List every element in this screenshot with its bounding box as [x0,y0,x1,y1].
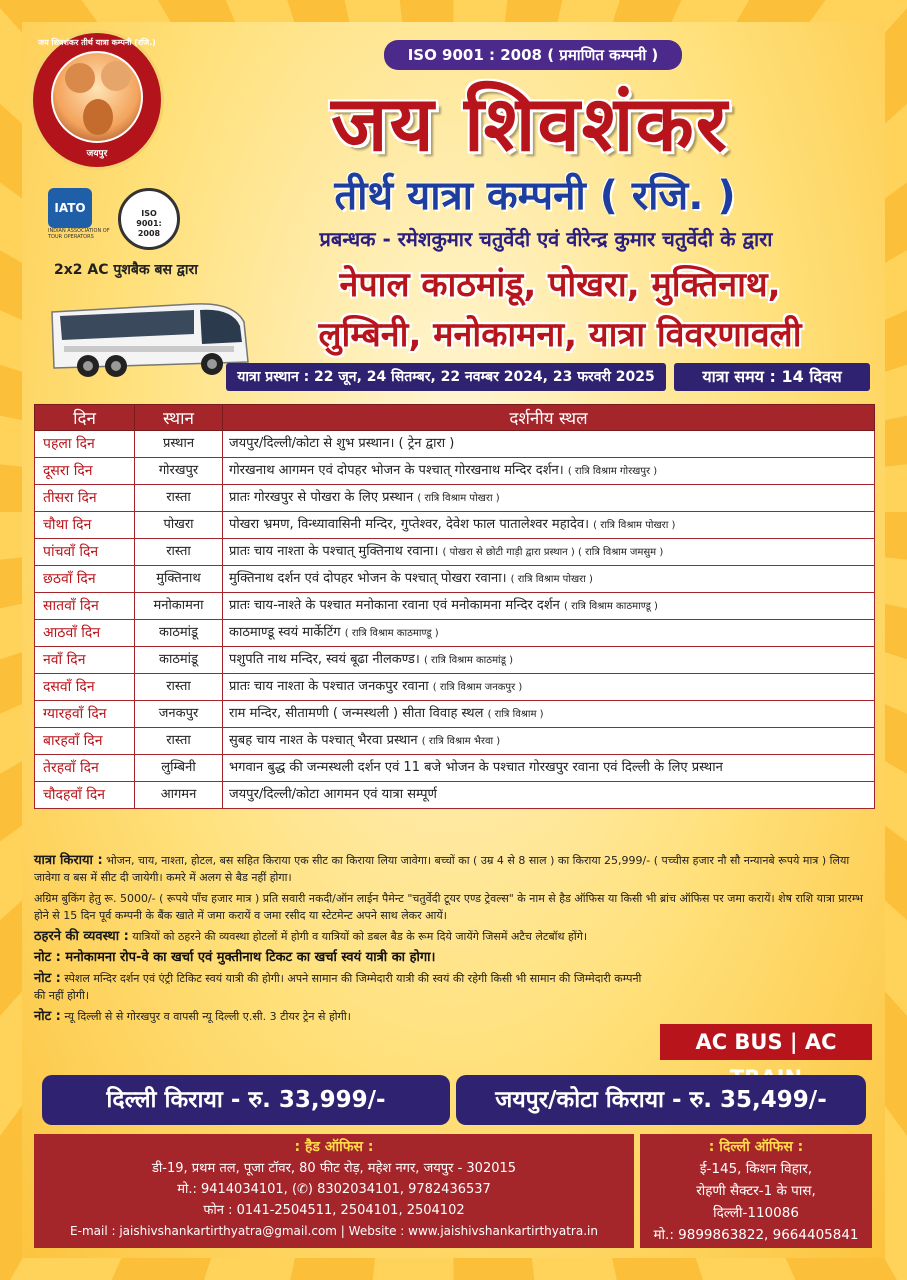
row-day: चौदहवाँ दिन [35,782,135,809]
temple-note-text: स्पेशल मन्दिर दर्शन एवं एंट्री टिकिट स्वयं यात्री की होगी। अपने सामान की जिम्मेदारी यात्री की स्वयं की रहेगी किसी भी सामान की जिम्मेदारी कम्पनी की नहीं होगी। [34,972,642,1002]
head-office-email-website: E-mail : jaishivshankartirthyatra@gmail.com | Website : www.jaishivshankartirthyatra.in [70,1224,598,1238]
row-sights-text: जयपुर/दिल्ली/कोटा से शुभ प्रस्थान। ( ट्रेन द्वारा ) [229,435,455,451]
company-subtitle: तीर्थ यात्रा कम्पनी ( रजि. ) [334,173,736,219]
row-sights [223,620,875,647]
row-place: लुम्बिनी [135,755,223,782]
temple-note [34,970,644,1004]
row-place: रास्ता [135,539,223,566]
row-sights [223,485,875,512]
row-stay-note: ( रात्रि विश्राम पोखरा ) [510,573,593,585]
row-day: दसवाँ दिन [35,674,135,701]
table-row [35,728,875,755]
row-sights-text: सुबह चाय नाश्त के पश्चात् भैरवा प्रस्थान [229,732,418,748]
train-note-text: न्यू दिल्ली से से गोरखपुर व वापसी न्यू दिल्ली ए.सी. 3 टीयर ट्रेन से होगी। [64,1010,351,1023]
row-sights [223,674,875,701]
row-day: तीसरा दिन [35,485,135,512]
row-day: तेरहवाँ दिन [35,755,135,782]
row-place: पोखरा [135,512,223,539]
delhi-fare: दिल्ली किराया - रु. 33,999/- [42,1075,450,1125]
iato-text: INDIAN ASSOCIATION OF TOUR OPERATORS [48,228,110,240]
row-place: जनकपुर [135,701,223,728]
header-day: दिन [35,405,135,431]
row-stay-note: ( रात्रि विश्राम पोखरा ) [593,519,676,531]
row-day: आठवाँ दिन [35,620,135,647]
ac-bus-train-badge: AC BUS | AC [660,1024,872,1060]
route-title [240,260,880,360]
advance-note [34,890,874,924]
row-sights [223,647,875,674]
itinerary-table [34,404,875,809]
row-sights [223,755,875,782]
delhi-office-line2: रोहणी सैक्टर-1 के पास, [696,1183,816,1199]
row-stay-note: ( रात्रि विश्राम काठमाण्डू ) [564,600,658,612]
table-row [35,593,875,620]
row-stay-note: ( रात्रि विश्राम काठमाण्डू ) [344,627,439,639]
row-day: सातवाँ दिन [35,593,135,620]
row-day: चौथा दिन [35,512,135,539]
table-row [35,431,875,458]
table-row [35,512,875,539]
row-sights [223,512,875,539]
delhi-office-box [640,1134,872,1248]
head-office-address: डी-19, प्रथम तल, पूजा टॉवर, 80 फीट रोड़, महेश नगर, जयपुर - 302015 [151,1161,517,1176]
header-place: स्थान [135,405,223,431]
temple-note-label: नोट : [34,971,61,986]
table-row [35,566,875,593]
stay-note-text: यात्रियों को ठहरने की व्यवस्था होटलों में होगी व यात्रियों को डबल बैड के रूम दिये जायेंगे जिसमें अटैच लेटबॉथ होंगे। [132,930,588,943]
row-day: पहला दिन [35,431,135,458]
row-sights-text: प्रातः चाय नाश्ता के पश्चात जनकपुर रवाना [229,678,429,694]
row-sights [223,458,875,485]
row-place: मनोकामना [135,593,223,620]
row-sights [223,593,875,620]
train-note-label: नोट : [34,1009,61,1024]
row-sights [223,728,875,755]
row-day: बारहवाँ दिन [35,728,135,755]
table-row [35,485,875,512]
iato-logo: IATO [48,188,92,228]
row-sights-text: पशुपति नाथ मन्दिर, स्वयं बूढा नीलकण्ड। [229,651,420,667]
company-logo [30,30,164,170]
iso-badge-line3: 2008 [137,229,161,238]
head-office-box [34,1134,634,1248]
row-sights-text: गोरखनाथ आगमन एवं दोपहर भोजन के पश्चात् गोरखनाथ मन्दिर दर्शन। [229,462,564,478]
row-sights-text: जयपुर/दिल्ली/कोटा आगमन एवं यात्रा सम्पूर्ण [229,786,437,802]
row-place: काठमांडू [135,647,223,674]
row-place: गोरखपुर [135,458,223,485]
row-place: रास्ता [135,485,223,512]
notes-section [34,852,874,1029]
bus-image [44,282,250,382]
row-stay-note: ( रात्रि विश्राम पोखरा ) [417,492,500,504]
row-day: दूसरा दिन [35,458,135,485]
manager-line: प्रबन्धक - रमेशकुमार चतुर्वेदी एवं वीरेन्द्र कुमार चतुर्वेदी के द्वारा [319,227,773,251]
row-stay-note: ( रात्रि विश्राम गोरखपुर ) [567,465,658,477]
row-place: रास्ता [135,728,223,755]
deity-face-left [65,63,95,93]
row-stay-note: ( रात्रि विश्राम ) [487,708,544,720]
bus-label: 2x2 AC पुशबैक बस द्वारा [54,262,198,278]
head-office-title: : हैड ऑफिस : [294,1139,374,1155]
iato-badge [48,188,110,250]
trip-duration: यात्रा समय : 14 दिवस [674,363,870,391]
row-stay-note: ( पोखरा से छोटी गाड़ी द्वारा प्रस्थान ) ( रात्रि विश्राम जमसुम ) [442,546,664,558]
company-title: जय शिवशंकर [331,79,729,168]
row-day: पांचवाँ दिन [35,539,135,566]
table-row [35,701,875,728]
stay-note [34,928,874,945]
row-place: आगमन [135,782,223,809]
route-line-1: नेपाल काठमांडू, पोखरा, मुक्तिनाथ, [339,265,781,305]
row-sights-text: मुक्तिनाथ दर्शन एवं दोपहर भोजन के पश्चात् पोखरा रवाना। [229,570,507,586]
row-day: नवाँ दिन [35,647,135,674]
deity-image [51,51,143,143]
iso-badge-line1: ISO [141,209,157,218]
table-row [35,620,875,647]
table-row [35,782,875,809]
row-stay-note: ( रात्रि विश्राम जनकपुर ) [432,681,523,693]
ropeway-note-text: मनोकामना रोप-वे का खर्चा एवं मुक्तीनाथ टिकट का खर्चा स्वयं यात्री का होगा। [65,950,436,965]
delhi-office-line3: दिल्ली-110086 [713,1205,799,1221]
table-row [35,539,875,566]
iso-badge-line2: 9001: [136,219,162,228]
row-sights-text: पोखरा भ्रमण, विन्ध्यावासिनी मन्दिर, गुप्तेश्वर, देवेश फाल पातालेश्वर महादेव। [229,516,590,532]
delhi-office-mobile: मो.: 9899863822, 9664405841 [653,1227,859,1243]
row-sights [223,566,875,593]
iso-badge [118,188,180,250]
header-sights: दर्शनीय स्थल [223,405,875,431]
row-sights [223,701,875,728]
logo-city: जयपुर [86,149,108,159]
route-line-2: लुम्बिनी, मनोकामना, यात्रा विवरणावली [318,315,802,355]
iso-pill: ISO 9001 : 2008 ( प्रमाणित कम्पनी ) [384,40,682,70]
row-sights-text: प्रातः चाय-नाश्ते के पश्चात मनोकाना रवाना एवं मनोकामना मन्दिर दर्शन [229,597,560,613]
delhi-office-line1: ई-145, किशन विहार, [699,1161,813,1177]
advance-note-text: अग्रिम बुकिंग हेतु रू. 5000/- ( रूपये पाँच हजार मात्र ) प्रति सवारी नकदी/ऑन लाईन पैमेन्ट "चतुर्वेदी टूयर एण्ड ट्रेवल्स" के नाम से हैड ऑफिस या किसी भी ब्रांच ऑफिस पर जमा करायें। शेष राशि यात्रा प्रारम्भ होने से 15 दिन पूर्व कम्पनी के बैंक खाते में जमा करायें व जमा रसीद या स्टेटमेन्ट अपने साथ लेकर आयें। [34,892,863,922]
row-sights-text: प्रातः चाय नाश्ता के पश्चात् मुक्तिनाथ रवाना। [229,543,439,559]
table-row [35,755,875,782]
table-row [35,458,875,485]
row-place: काठमांडू [135,620,223,647]
deity-child [83,99,113,135]
row-day: छठवाँ दिन [35,566,135,593]
row-stay-note: ( रात्रि विश्राम भैरवा ) [421,735,501,747]
row-place: मुक्तिनाथ [135,566,223,593]
row-day: ग्यारहवाँ दिन [35,701,135,728]
row-sights [223,782,875,809]
row-sights-text: भगवान बुद्ध की जन्मस्थली दर्शन एवं 11 बजे भोजन के पश्चात गोरखपुर रवाना एवं दिल्ली के लिए प्रस्थान [229,759,723,775]
row-sights-text: प्रातः गोरखपुर से पोखरा के लिए प्रस्थान [229,489,414,505]
row-stay-note: ( रात्रि विश्राम काठमांडू ) [423,654,514,666]
row-sights-text: काठमाण्डू स्वयं मार्केटिंग [229,624,341,640]
table-row [35,647,875,674]
fare-note-label: यात्रा किराया : [34,853,103,868]
head-office-mobile: मो.: 9414034101, (✆) 8302034101, 9782436537 [177,1182,491,1197]
delhi-office-title: : दिल्ली ऑफिस : [708,1139,804,1155]
jaipur-fare: जयपुर/कोटा किराया - रु. 35,499/- [456,1075,866,1125]
ropeway-note-label: नोट : [34,950,61,965]
stay-note-label: ठहरने की व्यवस्था : [34,929,129,944]
row-place: रास्ता [135,674,223,701]
row-sights [223,539,875,566]
deity-face-right [101,61,131,91]
row-place: प्रस्थान [135,431,223,458]
row-sights-text: राम मन्दिर, सीतामणी ( जन्मस्थली ) सीता विवाह स्थल [229,705,484,721]
table-header-row [35,405,875,431]
fare-note [34,852,874,886]
row-sights [223,431,875,458]
logo-ring-text: जय शिवशंकर तीर्थ यात्रा कम्पनी (रजि.) [38,38,156,47]
table-row [35,674,875,701]
train-note [34,1008,874,1025]
ropeway-note [34,949,874,966]
head-office-phone: फोन : 0141-2504511, 2504101, 2504102 [203,1203,465,1218]
fare-note-text: भोजन, चाय, नाश्ता, होटल, बस सहित किराया एक सीट का किराया लिया जावेगा। बच्चों का ( उम्र 4 से 8 साल ) का किराया 25,999/- ( पच्चीस हजार नौ सौ नन्यानबे रूपये मात्र ) लिया जावेगा व बस में सीट दी जायेगी। कमरे में अलग से बैड नहीं होगा। [34,854,850,884]
departure-dates: यात्रा प्रस्थान : 22 जून, 24 सितम्बर, 22 नवम्बर 2024, 23 फरवरी 2025 [226,363,666,391]
